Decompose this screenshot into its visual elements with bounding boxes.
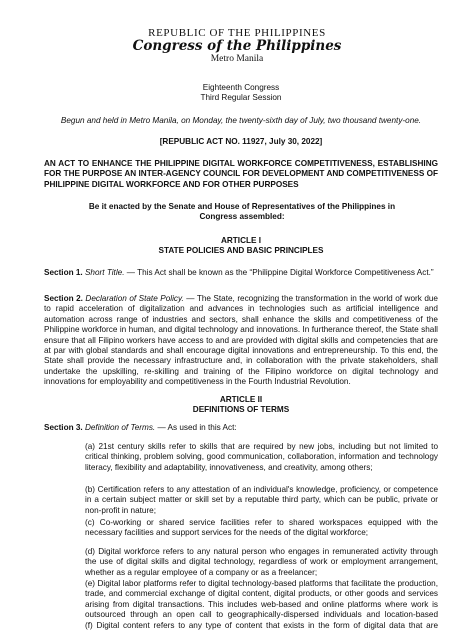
begun-statement: Begun and held in Metro Manila, on Monday, the twenty-sixth day of July, two thousand twenty-one. [60, 116, 422, 125]
section-3-text: — As used in this Act: [155, 423, 237, 432]
definition-e: (e) Digital labor platforms refer to digital technology-based platforms that facilitate the production, trade, and commercial exchange of digital content, digital products, or other goods and services arising from digital transactions. This includes web-based and online platforms where work is outsourced through an open call to geographically-dispersed individuals and location-based [85, 579, 438, 619]
section-1-label: Section 1. [44, 268, 83, 277]
section-3-heading: Definition of Terms. [84, 423, 156, 432]
section-2 [44, 294, 438, 388]
congress-header: Congress of the Philippines [132, 38, 342, 54]
session-info [44, 83, 438, 104]
metro-header: Metro Manila [210, 54, 264, 64]
definition-c: (c) Co-working or shared service facilities refer to shared workspaces equipped with the necessary facilities and support services for the needs of the digital workforce; [85, 518, 438, 538]
section-2-text: — The State, recognizing the transformation in the world of work due to rapid acceleration of digitalization and advances in technologies such as artificial intelligence and automation across range of industries and sectors, shall enhance the skills and competitiveness of the Philippine workforce in human, and digital technology and innovations. In furtherance thereof, the State shall ensure that all Filipino workers have access to and are provided with digital skills and competencies that are at par with global standards and shall encourage digital innovations and entrepreneurship. To this end, the State shall provide the necessary infrastructure and, in collaboration with the private stakeholders, shall undertake the upskilling, re-skilling and training of the Filipino workforce on digital technology and innovations for employability and competitiveness in the Fourth Industrial Revolution. [44, 294, 438, 387]
article-1-title: STATE POLICIES AND BASIC PRINCIPLES [158, 246, 324, 256]
section-2-heading: Declaration of State Policy. [85, 294, 184, 303]
definition-d: (d) Digital workforce refers to any natural person who engages in remunerated activity through the use of digital skills and digital technology, regardless of work or employment arrangement, whether as a regular employee of a company or as a freelancer; [85, 547, 438, 577]
definition-f: (f) Digital content refers to any type of content that exists in the form of digital data that are [85, 621, 438, 630]
definition-a: (a) 21st century skills refer to skills that are required by new jobs, including but not limited to critical thinking, problem solving, good communication, collaboration, information and technology literacy, flexibility and adaptability, innovativeness, and creativity, among others; [85, 442, 438, 472]
section-3-label: Section 3. [44, 423, 83, 432]
definition-b: (b) Certification refers to any attestation of an individual's knowledge, proficiency, or competence in a certain subject matter or skill set by a reputable third party, which can be public, private or non-profit in nature; [85, 485, 438, 515]
section-1-heading: Short Title. [84, 268, 125, 277]
article-2-number: ARTICLE II [219, 395, 263, 404]
article-2-heading [44, 395, 438, 416]
act-number: [REPUBLIC ACT NO. 11927, July 30, 2022] [159, 137, 323, 146]
regular-session: Third Regular Session [200, 93, 282, 103]
article-1-number: ARTICLE I [220, 236, 262, 245]
congress-number: Eighteenth Congress [202, 83, 280, 92]
republic-header: REPUBLIC OF THE PHILIPPINES [148, 27, 326, 39]
section-3 [44, 423, 438, 433]
act-title: AN ACT TO ENHANCE THE PHILIPPINE DIGITAL WORKFORCE COMPETITIVENESS, ESTABLISHING FOR THE PURPOSE AN INTER-AGENCY COUNCIL FOR DEVELOPMENT AND COMPETITIVENESS OF PHILIPPINE DIGITAL WORKFORCE AND FOR OTHER PURPOSES [44, 159, 438, 189]
section-1-text: — This Act shall be known as the “Philippine Digital Workforce Competitiveness Act.” [124, 268, 434, 277]
enacting-clause: Be it enacted by the Senate and House of Representatives of the Philippines in Congress assembled: [88, 202, 396, 222]
article-2-title: DEFINITIONS OF TERMS [192, 405, 290, 415]
section-1 [44, 268, 438, 278]
section-2-label: Section 2. [44, 294, 83, 303]
article-1-heading [44, 236, 438, 257]
